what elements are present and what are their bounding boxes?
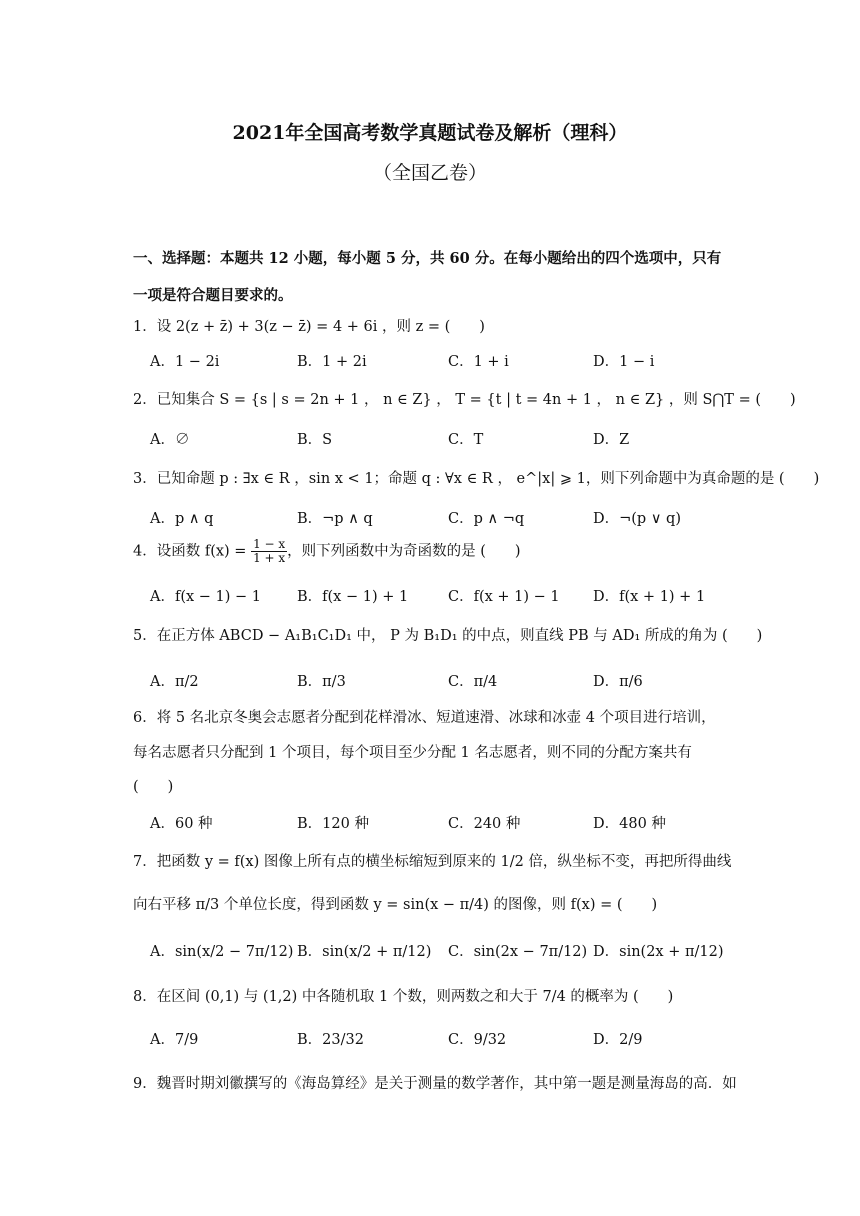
- q4-option-c: C．f(x + 1) − 1: [448, 589, 560, 605]
- q3-option-c: C．p ∧ ¬q: [448, 511, 525, 527]
- q1-option-a: A．1 − 2i: [150, 354, 220, 370]
- q4-fraction: [251, 538, 287, 565]
- q4-frac-numerator: 1 − x: [253, 537, 286, 551]
- q1-option-d: D．1 − i: [593, 354, 655, 370]
- question-9-stem: 9．魏晋时期刘徽撰写的《海岛算经》是关于测量的数学著作，其中第一题是测量海岛的高．如: [133, 1076, 737, 1092]
- q3-option-a: A．p ∧ q: [150, 511, 214, 527]
- question-4-stem: [133, 538, 733, 565]
- q6-option-b: B．120 种: [297, 816, 369, 832]
- q2-option-a: A．∅: [150, 432, 190, 448]
- q7-option-c: C．sin(2x − 7π/12): [448, 944, 588, 960]
- q1-option-c: C．1 + i: [448, 354, 509, 370]
- q8-option-c: C．9/32: [448, 1032, 507, 1048]
- q3-option-d: D．¬(p ∨ q): [593, 511, 681, 527]
- page-title: 2021年全国高考数学真题试卷及解析（理科）: [232, 122, 628, 144]
- question-6-line1: 6．将 5 名北京冬奥会志愿者分配到花样滑冰、短道速滑、冰球和冰壶 4 个项目进行培训，: [133, 710, 716, 726]
- question-8-stem: 8．在区间 (0,1) 与 (1,2) 中各随机取 1 个数，则两数之和大于 7/4 的概率为 ( ): [133, 989, 674, 1005]
- question-1-stem: 1．设 2(z + z̄) + 3(z − z̄) = 4 + 6i ，则 z = ( ): [133, 319, 485, 335]
- q8-option-a: A．7/9: [150, 1032, 199, 1048]
- q7-option-a: A．sin(x/2 − 7π/12): [150, 944, 294, 960]
- question-6-line2: 每名志愿者只分配到 1 个项目，每个项目至少分配 1 名志愿者，则不同的分配方案共有: [133, 745, 692, 761]
- question-3-stem: 3．已知命题 p : ∃x ∈ R ，sin x < 1；命题 q : ∀x ∈ R ， e^|x| ⩾ 1，则下列命题中为真命题的是 ( ): [133, 471, 820, 487]
- q4-frac-denominator: 1 + x: [253, 551, 286, 565]
- q5-option-d: D．π/6: [593, 674, 643, 690]
- q4-stem-pre: 4．设函数 f(x) =: [133, 543, 252, 560]
- q8-option-b: B．23/32: [297, 1032, 364, 1048]
- q2-option-c: C．T: [448, 432, 484, 448]
- q6-option-c: C．240 种: [448, 816, 521, 832]
- q8-option-d: D．2/9: [593, 1032, 643, 1048]
- q6-option-a: A．60 种: [150, 816, 213, 832]
- section-header-line1: 一、选择题：本题共 12 小题，每小题 5 分，共 60 分。在每小题给出的四个选项中，只有: [133, 250, 722, 267]
- q6-option-d: D．480 种: [593, 816, 666, 832]
- q7-option-b: B．sin(x/2 + π/12): [297, 944, 432, 960]
- section-header-line2: 一项是符合题目要求的。: [133, 287, 293, 304]
- q1-option-b: B．1 + 2i: [297, 354, 367, 370]
- q7-option-d: D．sin(2x + π/12): [593, 944, 724, 960]
- page-subtitle: （全国乙卷）: [372, 162, 487, 184]
- q5-option-b: B．π/3: [297, 674, 346, 690]
- q4-stem-post: ，则下列函数中为奇函数的是 ( ): [287, 543, 521, 560]
- q4-option-d: D．f(x + 1) + 1: [593, 589, 706, 605]
- question-5-stem: 5．在正方体 ABCD − A₁B₁C₁D₁ 中， P 为 B₁D₁ 的中点，则直线 PB 与 AD₁ 所成的角为 ( ): [133, 628, 763, 644]
- question-7-line2: 向右平移 π/3 个单位长度，得到函数 y = sin(x − π/4) 的图像，则 f(x) = ( ): [133, 897, 658, 913]
- q3-option-b: B．¬p ∧ q: [297, 511, 373, 527]
- q2-option-b: B．S: [297, 432, 333, 448]
- q4-option-a: A．f(x − 1) − 1: [150, 589, 262, 605]
- q4-option-b: B．f(x − 1) + 1: [297, 589, 409, 605]
- question-2-stem: 2．已知集合 S = {s | s = 2n + 1 ， n ∈ Z} ， T = {t | t = 4n + 1 ， n ∈ Z} ，则 S⋂T = ( ): [133, 392, 796, 408]
- q5-option-c: C．π/4: [448, 674, 498, 690]
- q2-option-d: D．Z: [593, 432, 630, 448]
- q5-option-a: A．π/2: [150, 674, 199, 690]
- question-6-line3: ( ): [133, 779, 174, 795]
- question-7-line1: 7．把函数 y = f(x) 图像上所有点的横坐标缩短到原来的 1/2 倍，纵坐标不变，再把所得曲线: [133, 854, 732, 870]
